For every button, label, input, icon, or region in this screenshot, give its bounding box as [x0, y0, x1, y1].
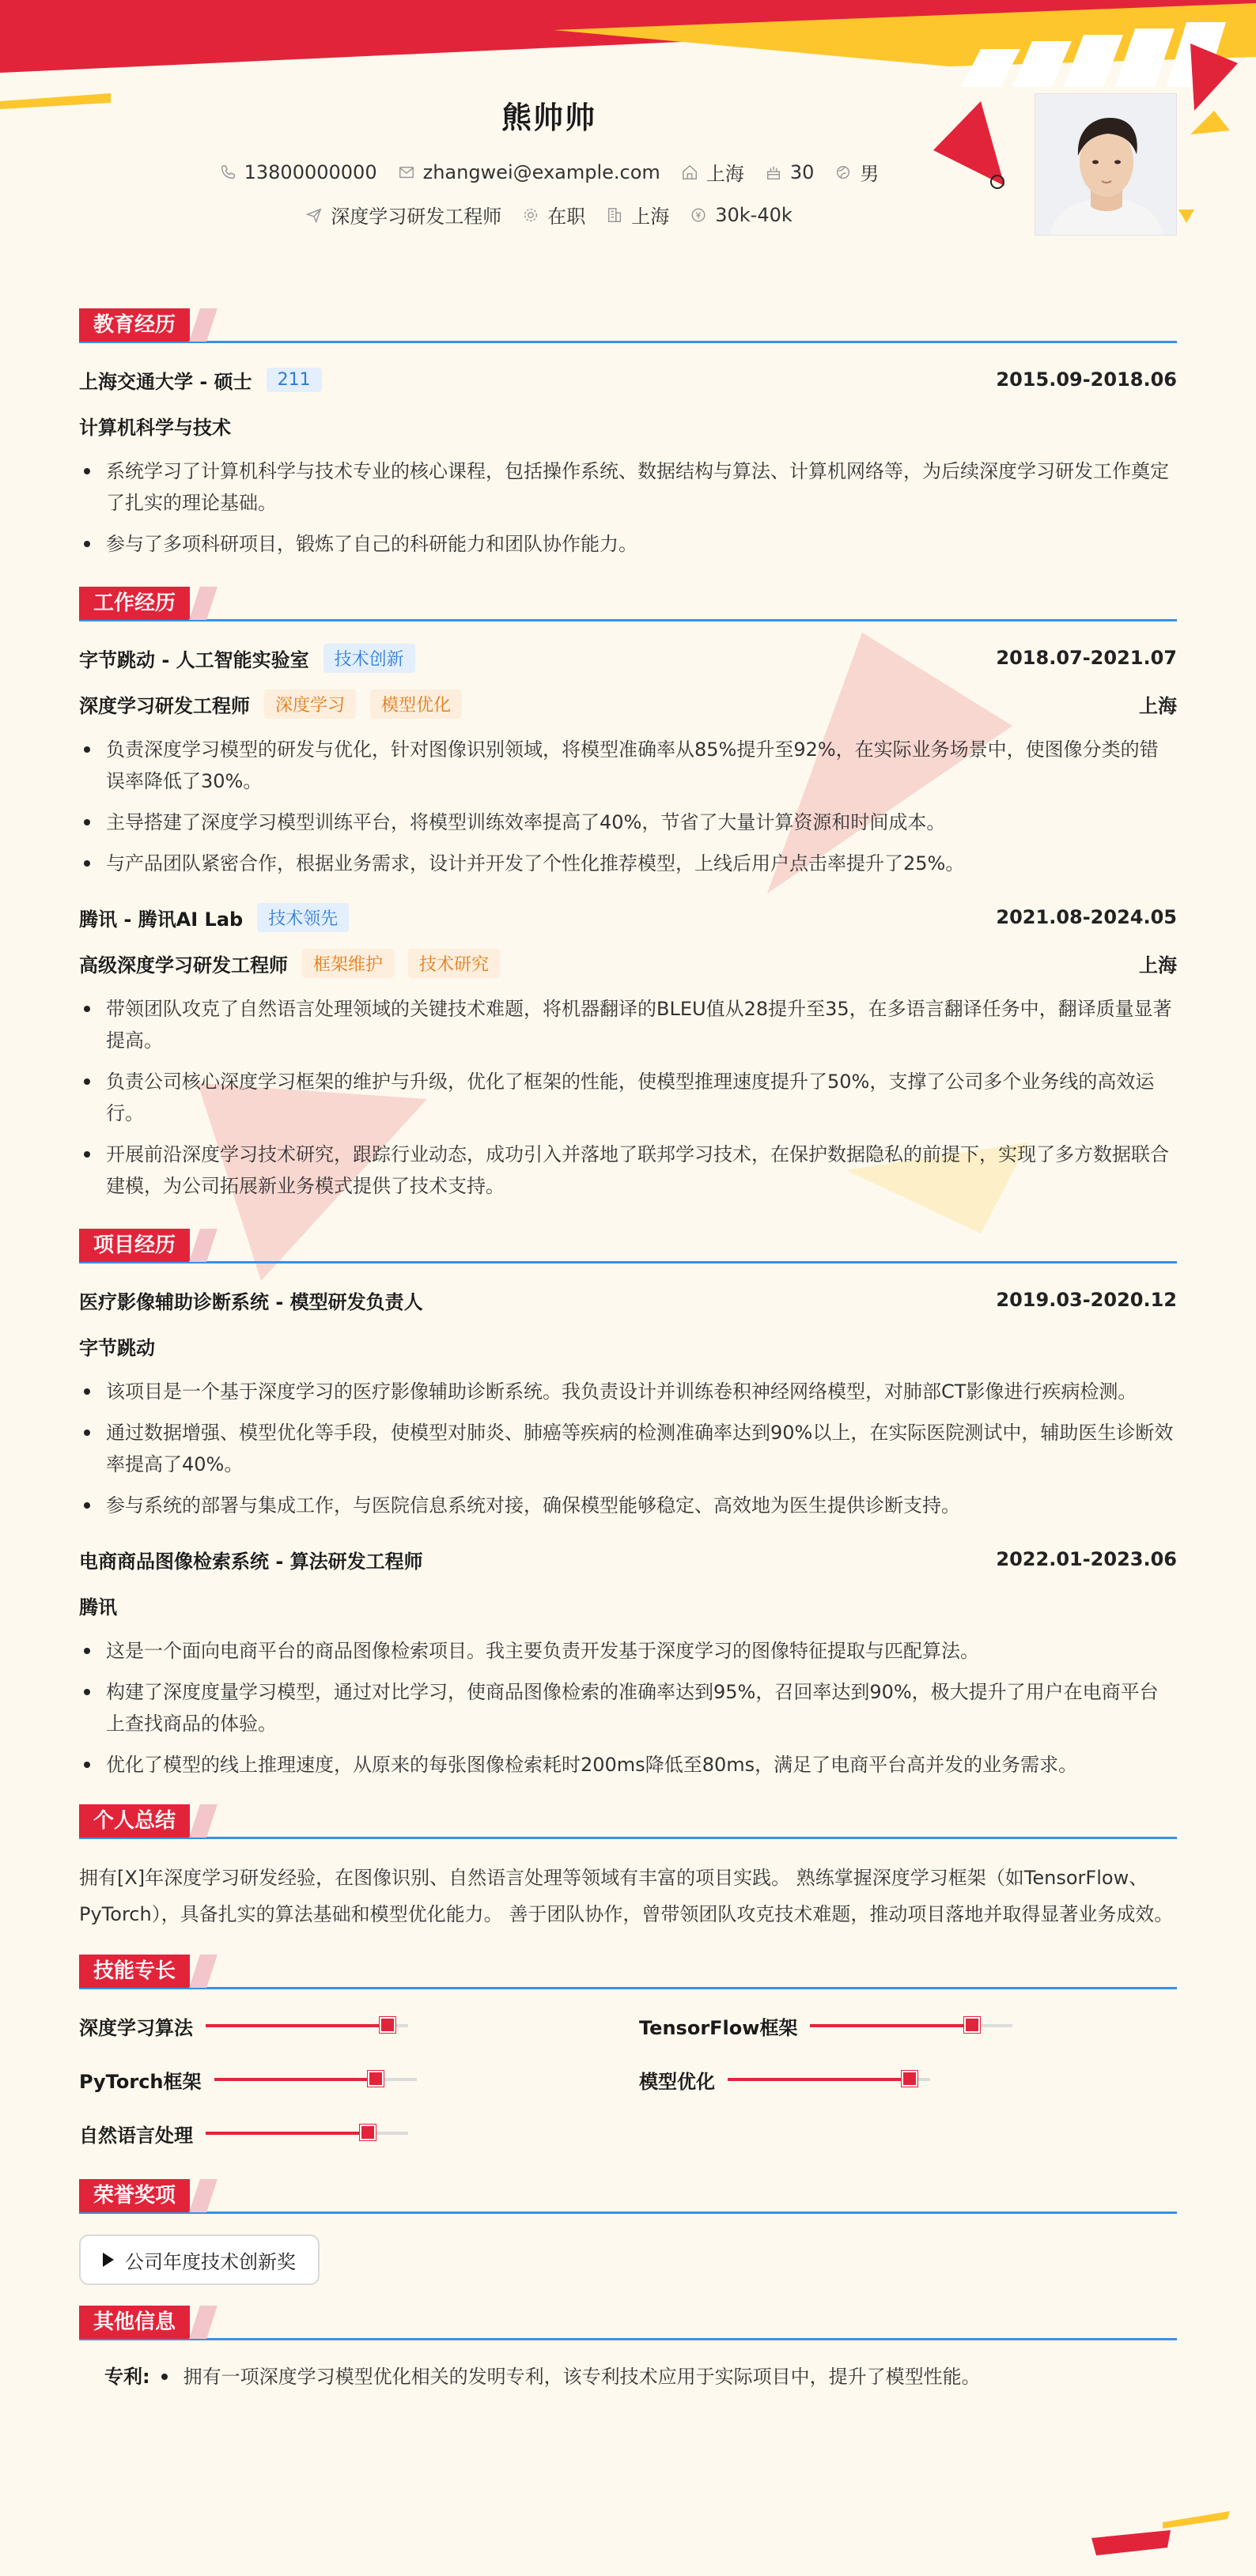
skill-fill: [206, 2024, 388, 2027]
mail-icon: [398, 164, 415, 181]
skill-bar: [728, 2078, 930, 2081]
title-tail-decoration: [189, 2306, 218, 2339]
skill-knob: [902, 2071, 917, 2087]
email-info: [398, 161, 660, 183]
gender-icon: [834, 164, 852, 181]
skill-item: [79, 2117, 639, 2149]
list-item: 与产品团队紧密合作，根据业务需求，设计并开发了个性化推荐模型，上线后用户点击率提升了25%。: [79, 848, 1177, 879]
skill-knob: [360, 2125, 376, 2140]
list-item: 优化了模型的线上推理速度，从原来的每张图像检索耗时200ms降低至80ms，满足了电商平台高并发的业务需求。: [79, 1749, 1177, 1781]
skill-label: 模型优化: [639, 2070, 715, 2093]
section-header: [79, 2304, 1177, 2340]
skill-knob: [380, 2017, 395, 2033]
work-entry-1: [79, 642, 1177, 879]
school-tag: 211: [267, 368, 322, 392]
education-title: 教育经历: [79, 308, 190, 342]
skill-fill: [728, 2078, 910, 2081]
home-icon: [681, 164, 698, 181]
company-tag: 技术创新: [323, 644, 415, 673]
work-section: [79, 585, 1177, 1202]
awards-section: [79, 2178, 1177, 2285]
list-item: 主导搭建了深度学习模型训练平台，将模型训练效率提高了40%，节省了大量计算资源和时间成本。: [79, 806, 1177, 838]
education-date: 2015.09-2018.06: [996, 368, 1177, 391]
project-company: 字节跳动: [79, 1336, 155, 1359]
title-tail-decoration: [189, 1804, 218, 1838]
salary-value: 30k-40k: [715, 203, 793, 226]
section-header: [79, 2178, 1177, 2214]
education-bullets: [79, 455, 1177, 560]
work-date: 2021.08-2024.05: [996, 906, 1177, 928]
education-section: [79, 307, 1177, 560]
list-item: 负责深度学习模型的研发与优化，针对图像识别领域，将模型准确率从85%提升至92%，在实际业务场景中，使图像分类的错误率降低了30%。: [79, 734, 1177, 797]
salary-info: [690, 204, 793, 226]
section-header: [79, 1227, 1177, 1263]
avatar: [1035, 93, 1177, 236]
play-icon: [103, 2253, 114, 2267]
city-info: [681, 158, 744, 186]
section-header: [79, 1953, 1177, 1989]
project-bullets: [79, 1376, 1177, 1521]
target-city-value: 上海: [631, 206, 670, 228]
status-info: [522, 201, 585, 229]
skill-item: [639, 2010, 1177, 2042]
skill-item: [79, 2064, 639, 2095]
project-entry-1: [79, 1284, 1177, 1521]
cake-icon: [765, 164, 782, 181]
role-tag: 深度学习: [264, 689, 356, 719]
skill-fill: [214, 2078, 376, 2081]
projects-title: 项目经历: [79, 1229, 190, 1262]
list-item: 通过数据增强、模型优化等手段，使模型对肺炎、肺癌等疾病的检测准确率达到90%以上，在实际医院测试中，辅助医生诊断效率提高了40%。: [79, 1417, 1177, 1480]
role-tag: 模型优化: [370, 689, 462, 719]
role-tag: 框架维护: [302, 949, 394, 978]
money-icon: [690, 206, 707, 224]
email-value: zhangwei@example.com: [422, 161, 660, 183]
list-item: 构建了深度度量学习模型，通过对比学习，使商品图像检索的准确率达到95%，召回率达到90%，极大提升了用户在电商平台上查找商品的体验。: [79, 1676, 1177, 1739]
skills-title: 技能专长: [79, 1955, 190, 1988]
work-date: 2018.07-2021.07: [996, 647, 1177, 669]
skill-item: [79, 2010, 639, 2042]
skill-bar: [810, 2024, 1012, 2027]
project-company: 腾讯: [79, 1596, 117, 1618]
section-header: [79, 1803, 1177, 1839]
title-tail-decoration: [189, 308, 218, 342]
age-info: [765, 161, 815, 183]
patent-label: 专利:: [104, 2366, 150, 2388]
skills-section: [79, 1953, 1177, 2149]
skill-label: 深度学习算法: [79, 2016, 193, 2039]
summary-section: [79, 1803, 1177, 1932]
list-item: 开展前沿深度学习技术研究，跟踪行业动态，成功引入并落地了联邦学习技术，在保护数据隐私的前提下，实现了多方数据联合建模，为公司拓展新业务模式提供了技术支持。: [79, 1139, 1177, 1202]
gender-value: 男: [860, 163, 880, 185]
skill-label: PyTorch框架: [79, 2070, 202, 2093]
role-name: 深度学习研发工程师: [79, 694, 250, 717]
portrait-image: [1035, 94, 1177, 236]
project-date: 2019.03-2020.12: [996, 1289, 1177, 1311]
school-name: 上海交通大学 - 硕士: [79, 370, 252, 393]
city-value: 上海: [706, 163, 744, 185]
patent-row: [79, 2361, 1177, 2393]
list-item: 系统学习了计算机科学与技术专业的核心课程，包括操作系统、数据结构与算法、计算机网络等，为后续深度学习研发工作奠定了扎实的理论基础。: [79, 455, 1177, 519]
bullet-dot: [161, 2374, 168, 2380]
candidate-name: 熊帅帅: [501, 100, 596, 135]
work-city: 上海: [1139, 954, 1177, 976]
contact-row: [79, 158, 1019, 186]
phone-value: 13800000000: [244, 161, 377, 183]
list-item: 带领团队攻克了自然语言处理领域的关键技术难题，将机器翻译的BLEU值从28提升至35，在多语言翻译任务中，翻译质量显著提高。: [79, 993, 1177, 1056]
intent-row: [79, 201, 1019, 229]
company-name: 腾讯 - 腾讯AI Lab: [79, 908, 244, 931]
role-tag: 技术研究: [408, 949, 500, 978]
skill-bar: [206, 2132, 408, 2135]
status-value: 在职: [547, 206, 586, 228]
list-item: 负责公司核心深度学习框架的维护与升级，优化了框架的性能，使模型推理速度提升了50%，支撑了公司多个业务线的高效运行。: [79, 1066, 1177, 1129]
project-entry-2: [79, 1543, 1177, 1781]
skills-grid: [79, 2010, 1177, 2149]
award-item: [79, 2234, 320, 2285]
other-title: 其他信息: [79, 2306, 190, 2339]
project-name: 电商商品图像检索系统 - 算法研发工程师: [79, 1550, 423, 1573]
project-name: 医疗影像辅助诊断系统 - 模型研发负责人: [79, 1290, 423, 1313]
skill-fill: [810, 2024, 972, 2027]
position-info: [305, 201, 501, 229]
skill-item: [639, 2064, 1177, 2095]
title-tail-decoration: [189, 587, 218, 620]
work-entry-2: [79, 901, 1177, 1202]
gear-icon: [522, 206, 539, 224]
company-tag: 技术领先: [257, 903, 349, 932]
company-name: 字节跳动 - 人工智能实验室: [79, 648, 309, 671]
section-header: [79, 585, 1177, 621]
role-name: 高级深度学习研发工程师: [79, 954, 288, 976]
awards-title: 荣誉奖项: [79, 2179, 190, 2212]
summary-title: 个人总结: [79, 1804, 190, 1838]
list-item: 参与系统的部署与集成工作，与医院信息系统对接，确保模型能够稳定、高效地为医生提供诊断支持。: [79, 1490, 1177, 1521]
skill-bar: [206, 2024, 408, 2027]
skill-label: TensorFlow框架: [639, 2016, 798, 2039]
major-name: 计算机科学与技术: [79, 416, 231, 439]
send-icon: [305, 206, 323, 224]
title-tail-decoration: [189, 1229, 218, 1262]
skill-knob: [368, 2071, 384, 2087]
section-header: [79, 307, 1177, 343]
work-bullets: [79, 734, 1177, 879]
skill-fill: [206, 2132, 368, 2135]
work-bullets: [79, 993, 1177, 1202]
position-value: 深度学习研发工程师: [331, 206, 502, 228]
work-city: 上海: [1139, 694, 1177, 717]
list-item: 这是一个面向电商平台的商品图像检索项目。我主要负责开发基于深度学习的图像特征提取与匹配算法。: [79, 1635, 1177, 1667]
projects-section: [79, 1227, 1177, 1781]
award-name: 公司年度技术创新奖: [125, 2250, 296, 2273]
other-section: [79, 2304, 1177, 2393]
resume-header: [79, 0, 1177, 269]
target-city-info: [606, 201, 669, 229]
phone-icon: [219, 164, 236, 181]
gender-info: [834, 158, 879, 186]
skill-knob: [964, 2017, 980, 2033]
summary-text: 拥有[X]年深度学习研发经验，在图像识别、自然语言处理等领域有丰富的项目实践。 熟练掌握深度学习框架（如TensorFlow、PyTorch），具备扎实的算法基础和模型优化能力。 善于团队协作，曾带领团队攻克技术难题，推动项目落地并取得显著业务成效。: [79, 1867, 1174, 1925]
list-item: 参与了多项科研项目，锻炼了自己的科研能力和团队协作能力。: [79, 528, 1177, 560]
age-value: 30: [789, 161, 815, 183]
building-icon: [606, 206, 623, 224]
project-date: 2022.01-2023.06: [996, 1548, 1177, 1570]
education-entry: [79, 364, 1177, 560]
skill-label: 自然语言处理: [79, 2124, 193, 2147]
project-bullets: [79, 1635, 1177, 1781]
work-title: 工作经历: [79, 587, 190, 620]
skill-bar: [214, 2078, 417, 2081]
list-item: 该项目是一个基于深度学习的医疗影像辅助诊断系统。我负责设计并训练卷积神经网络模型，对肺部CT影像进行疾病检测。: [79, 1376, 1177, 1407]
phone-info: [219, 161, 377, 183]
title-tail-decoration: [189, 2179, 218, 2212]
patent-text: 拥有一项深度学习模型优化相关的发明专利，该专利技术应用于实际项目中，提升了模型性能。: [183, 2366, 981, 2388]
title-tail-decoration: [189, 1955, 218, 1988]
